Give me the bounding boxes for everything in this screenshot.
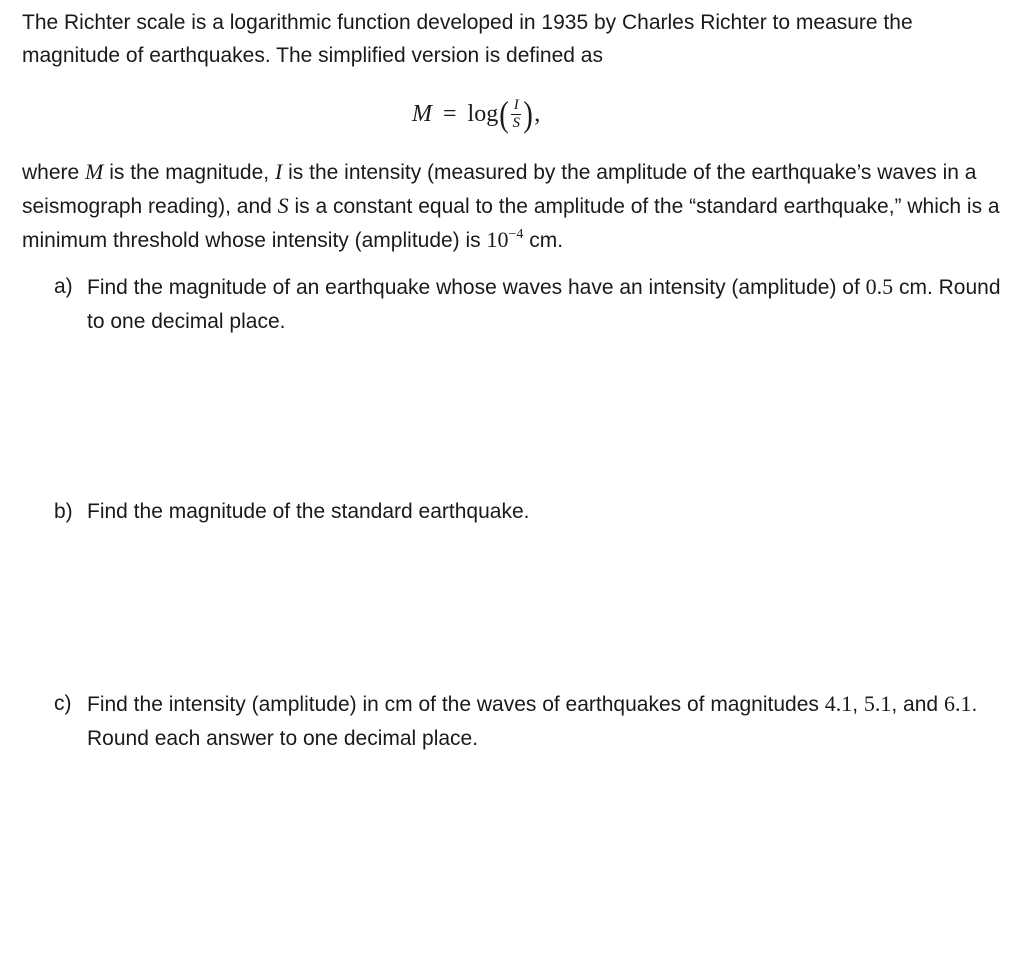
definition-paragraph (22, 155, 1007, 260)
question-c-text (87, 687, 1004, 756)
question-a-value: 0.5 (865, 274, 894, 299)
question-a-text (87, 270, 1004, 339)
intro-paragraph: The Richter scale is a logarithmic function developed in 1935 by Charles Richter to measure the magnitude of earthquakes. The simplified version is defined as (22, 11, 913, 67)
question-c-separator-1: , (852, 693, 864, 716)
variable-s: S (277, 193, 289, 218)
question-a (54, 270, 1004, 339)
worksheet (22, 6, 1007, 72)
magnitude-value-3: 6.1 (943, 691, 972, 716)
definition-text-3: is the intensity (measured by the amplitude of the earthquake’s waves in a seismograph reading), and (22, 161, 977, 218)
variable-i: I (274, 159, 283, 184)
threshold-unit: cm. (523, 229, 564, 252)
formula-close-paren: ) (523, 94, 534, 134)
question-c-text-2: . Round each answer to one decimal place. (87, 693, 978, 750)
definition-block (22, 155, 1007, 260)
definition-text-4: is a constant equal to the amplitude of the “standard earthquake,” which is a minimum threshold whose intensity (amplitude) is (22, 195, 1000, 252)
threshold-exponent: −4 (508, 227, 524, 242)
formula-fraction (511, 98, 521, 131)
definition-text-2: is the magnitude, (103, 161, 275, 184)
question-c (54, 687, 1004, 756)
formula-equals: = (443, 100, 457, 127)
variable-m: M (85, 159, 104, 184)
definition-text-1: where (22, 161, 86, 184)
question-a-text-2: cm. Round to one decimal place. (87, 276, 1001, 333)
question-b-text: Find the magnitude of the standard earthquake. (87, 500, 530, 523)
formula-denominator: S (512, 114, 520, 131)
formula-open-paren: ( (499, 94, 510, 134)
formula-lhs: M (412, 100, 432, 127)
question-a-text-1: Find the magnitude of an earthquake whose waves have an intensity (amplitude) of (87, 276, 866, 299)
magnitude-value-2: 5.1 (863, 691, 892, 716)
formula-log: log (467, 100, 499, 127)
question-b (54, 495, 1004, 529)
magnitude-value-1: 4.1 (824, 691, 853, 716)
question-a-label: a) (54, 275, 73, 298)
richter-formula (412, 92, 540, 136)
question-b-label: b) (54, 500, 73, 523)
formula-numerator: I (513, 96, 519, 113)
question-c-separator-2: , and (891, 693, 944, 716)
question-c-label: c) (54, 692, 72, 715)
threshold-base: 10 (486, 227, 509, 252)
question-c-text-1: Find the intensity (amplitude) in cm of the waves of earthquakes of magnitudes (87, 693, 825, 716)
formula-trailing-comma: , (534, 100, 541, 127)
